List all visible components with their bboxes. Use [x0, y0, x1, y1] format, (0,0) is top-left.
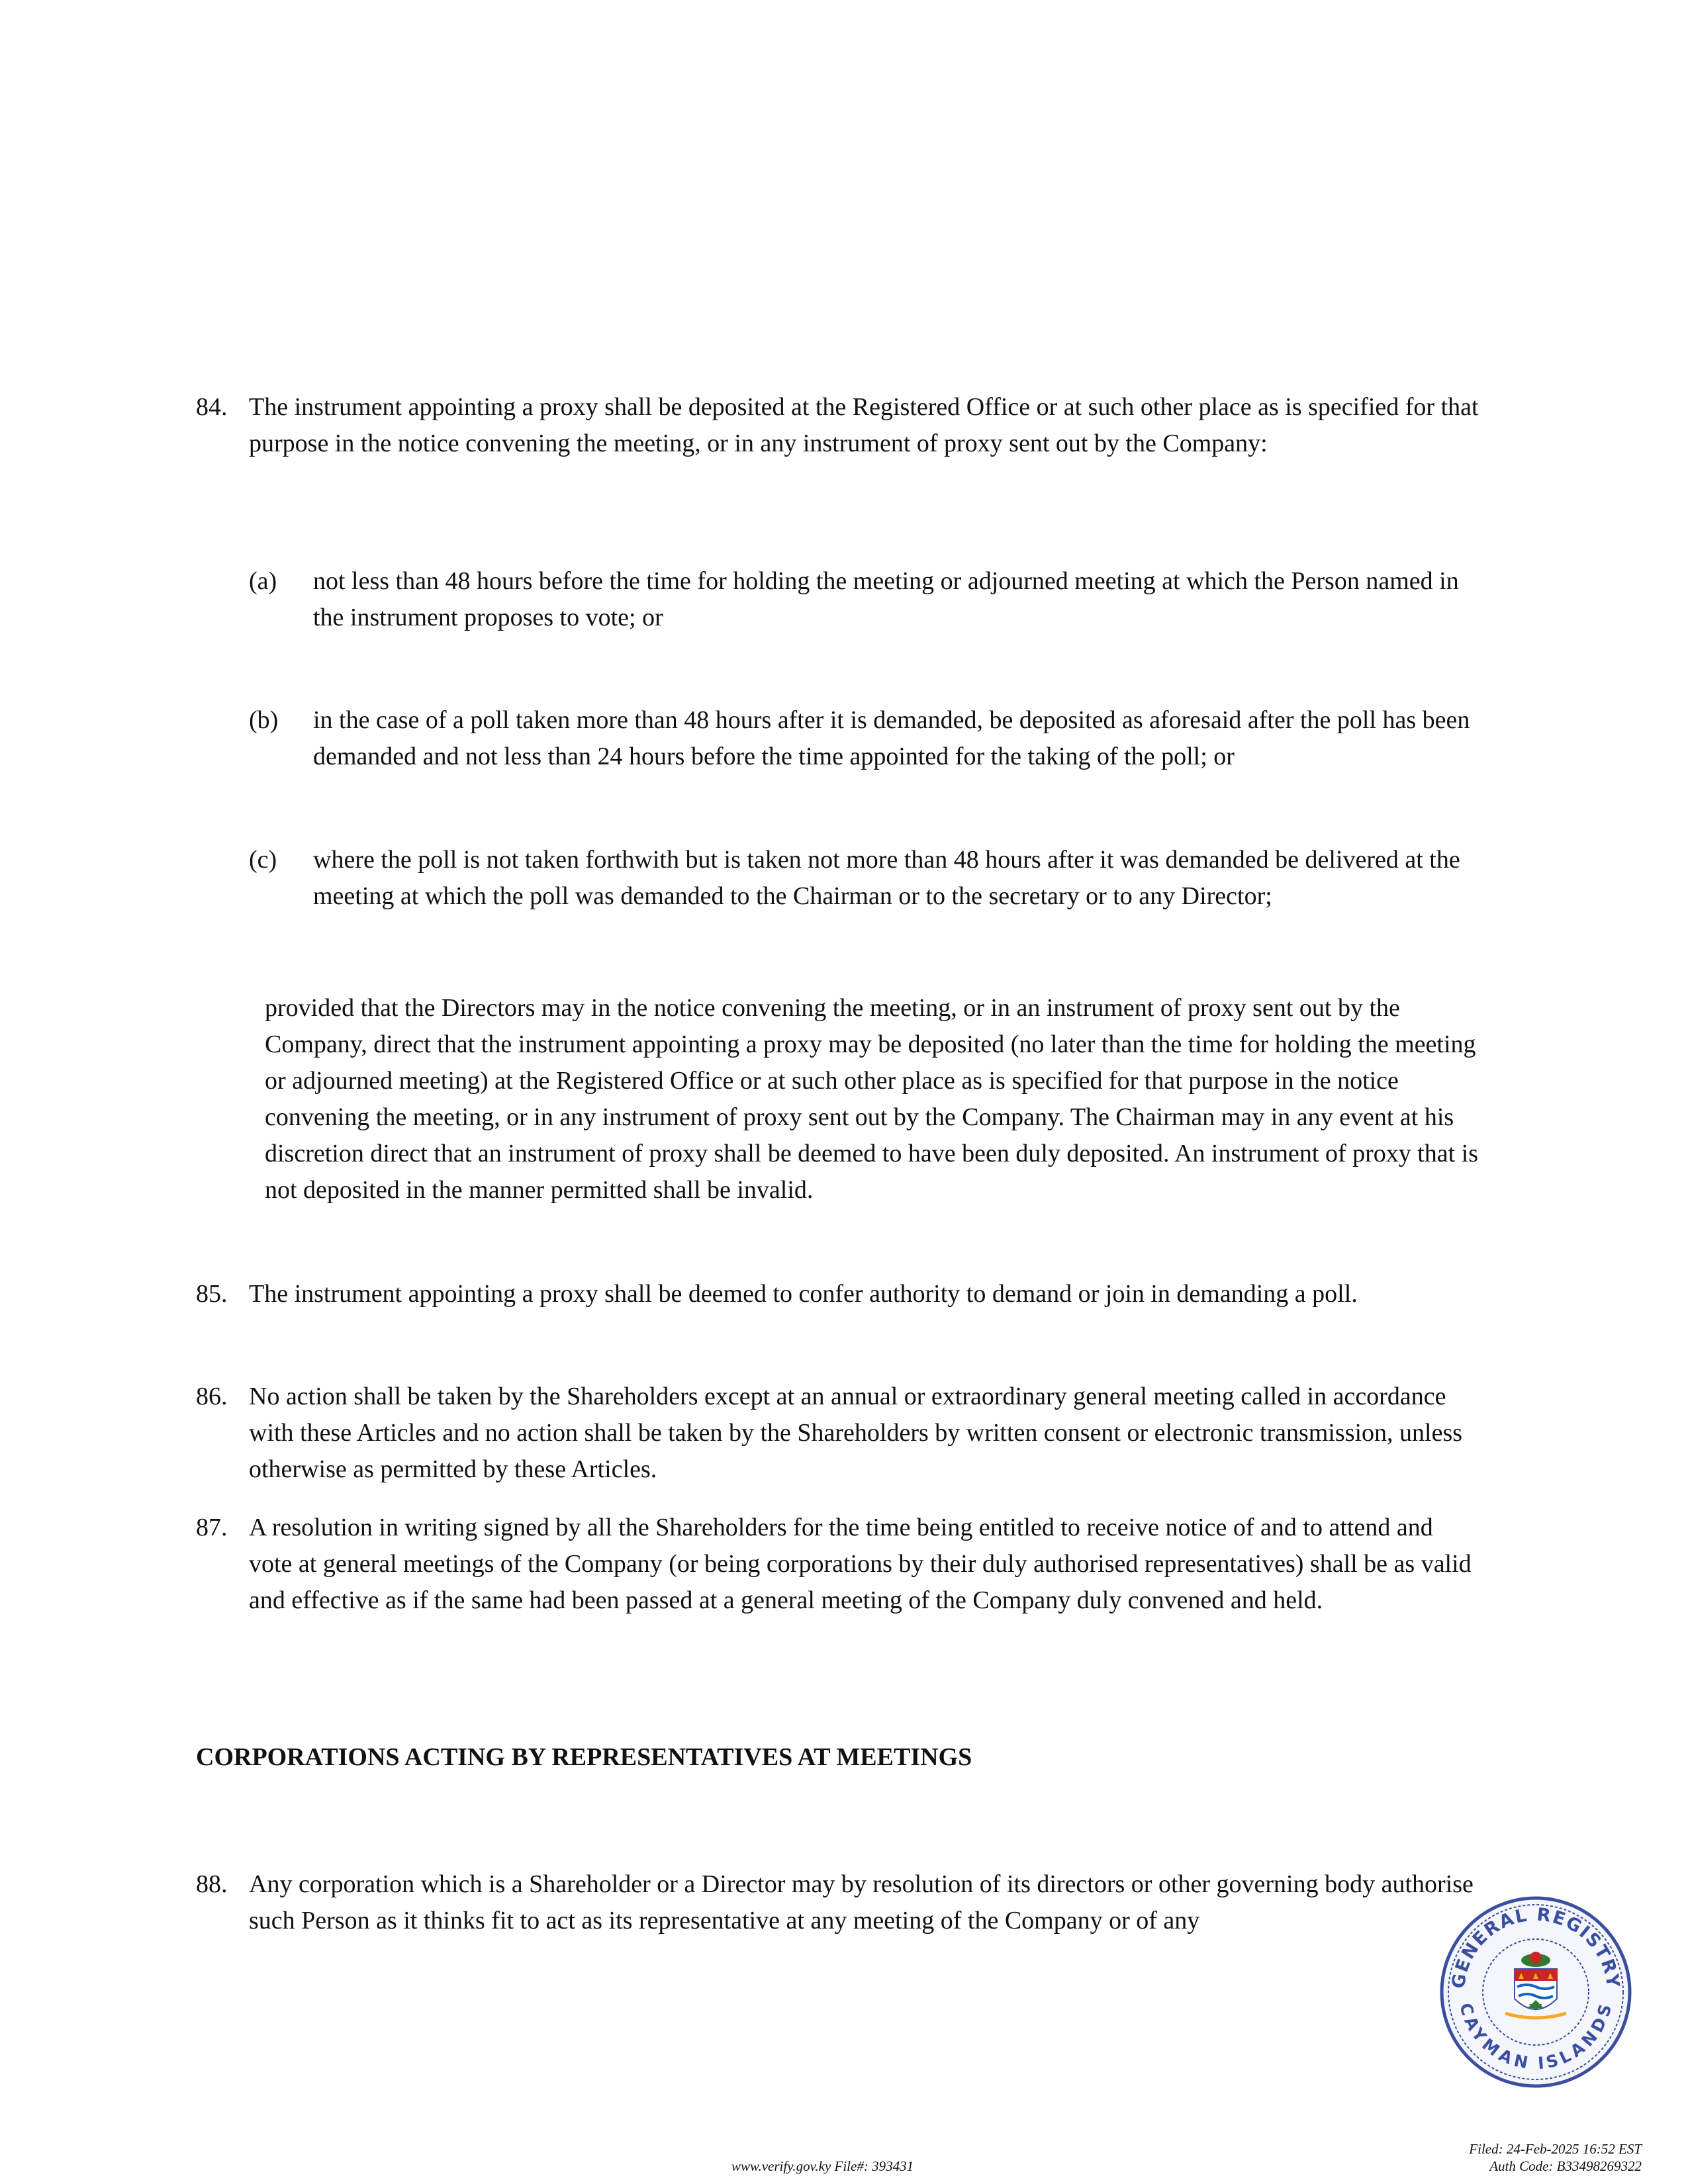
- footer-auth-code: Auth Code: B33498269322: [1489, 2158, 1642, 2174]
- item-a-label: (a): [249, 567, 277, 595]
- section-84-proviso: provided that the Directors may in the notice convening the meeting, or in an instrument of proxy sent out by the Company, direct that the instrument appointing a proxy may be deposited (no later than the time for holding the meeting or adjourned meeting) at the Registered Office or at such other place as is specified for that purpose in the notice convening the meeting, or in any instrument of proxy sent out by the Company. The Chairman may in any event at his discretion direct that an instrument of proxy shall be deemed to have been duly deposited. An instrument of proxy that is not deposited in the manner permitted shall be invalid.: [265, 994, 1479, 1204]
- section-86-number: 86.: [196, 1383, 228, 1410]
- seal-bottom-text: CAYMAN ISLANDS: [1455, 2001, 1617, 2073]
- section-88-text: Any corporation which is a Shareholder or a Director may by resolution of its directors or other governing body authorise such Person as it thinks fit to act as its representative at any meeting of the Company or of any: [249, 1870, 1474, 1934]
- item-b-text: in the case of a poll taken more than 48 hours after it is demanded, be deposited as aforesaid after the poll has been demanded and not less than 24 hours before the time appointed for the taking of the poll; or: [313, 706, 1470, 770]
- section-heading: CORPORATIONS ACTING BY REPRESENTATIVES AT MEETINGS: [196, 1743, 972, 1771]
- item-a-text: not less than 48 hours before the time for holding the meeting or adjourned meeting at which the Person named in the instrument proposes to vote; or: [313, 567, 1459, 631]
- footer-filed-date: Filed: 24-Feb-2025 16:52 EST: [1469, 2141, 1642, 2157]
- section-84-number: 84.: [196, 393, 228, 421]
- section-84-text: The instrument appointing a proxy shall be deposited at the Registered Office or at such other place as is specified for that purpose in the notice convening the meeting, or in any instrument of proxy sent out by the Company:: [249, 393, 1479, 457]
- footer-verify-file: www.verify.gov.ky File#: 393431: [731, 2158, 914, 2174]
- section-87-number: 87.: [196, 1514, 228, 1541]
- item-c-label: (c): [249, 846, 277, 874]
- section-86-text: No action shall be taken by the Shareholders except at an annual or extraordinary general meeting called in accordance with these Articles and no action shall be taken by the Shareholders by written consent or electronic transmission, unless otherwise as permitted by these Articles.: [249, 1383, 1463, 1483]
- section-87-text: A resolution in writing signed by all the Shareholders for the time being entitled to receive notice of and to attend and vote at general meetings of the Company (or being corporations by their duly authorised representatives) shall be as valid and effective as if the same had been passed at a general meeting of the Company duly convened and held.: [249, 1514, 1472, 1614]
- general-registry-seal-icon: [1436, 1893, 1635, 2091]
- item-b-label: (b): [249, 706, 279, 734]
- item-c-text: where the poll is not taken forthwith but is taken not more than 48 hours after it was demanded be delivered at the meeting at which the poll was demanded to the Chairman or to the secretary or to any Director;: [313, 846, 1460, 910]
- section-85-number: 85.: [196, 1280, 228, 1308]
- seal-top-text: GENERAL REGISTRY: [1448, 1904, 1624, 1990]
- section-88-number: 88.: [196, 1870, 228, 1898]
- section-85-text: The instrument appointing a proxy shall be deemed to confer authority to demand or join in demanding a poll.: [249, 1280, 1358, 1308]
